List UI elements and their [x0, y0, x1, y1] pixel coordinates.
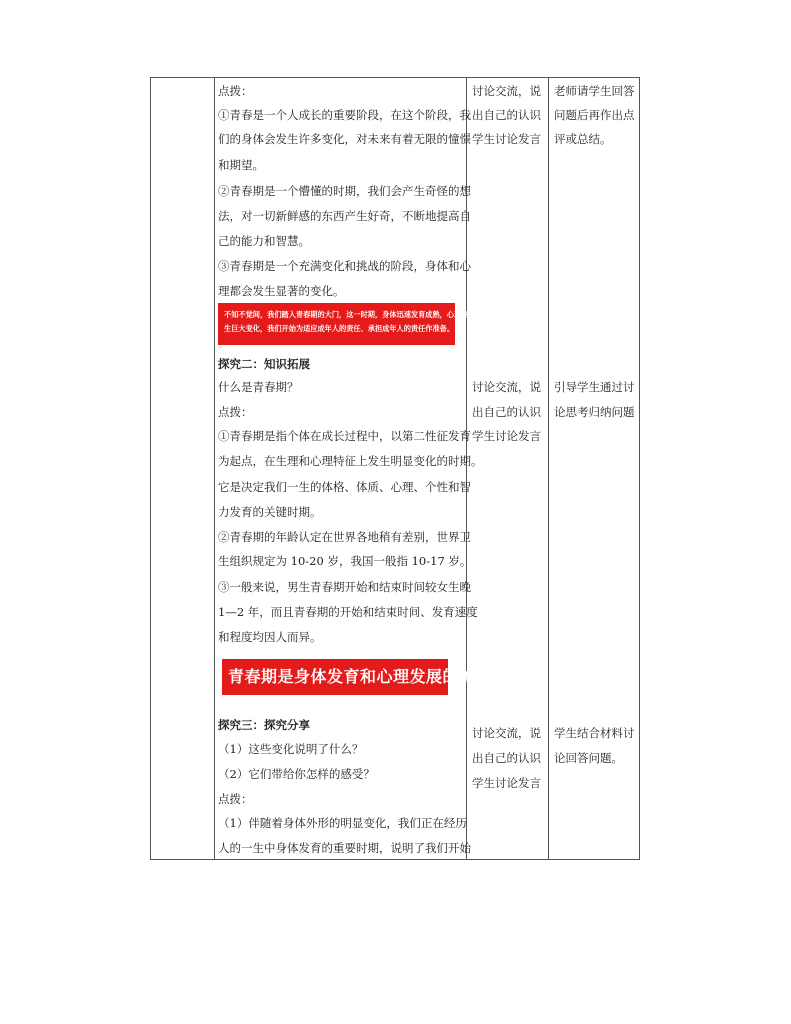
- section3-teacher-line1: 学生结合材料讨: [554, 726, 635, 740]
- section1-teacher-line3: 评或总结。: [554, 132, 612, 146]
- section3-point1-line1: （1）伴随着身体外形的明显变化，我们正在经历: [218, 816, 467, 830]
- section2-point2-line1: ②青春期的年龄认定在世界各地稍有差别，世界卫: [218, 530, 471, 544]
- section2-label: 点拨：: [218, 405, 253, 419]
- section3-activity-line2: 出自己的认识: [472, 751, 541, 765]
- section1-banner: [218, 303, 469, 345]
- section1-activity-line1: 讨论交流，说: [472, 84, 541, 98]
- section3-label: 点拨：: [218, 792, 253, 806]
- section2-point1-line3: 它是决定我们一生的体格、体质、心理、个性和智: [218, 480, 471, 494]
- section1-banner-line2: 生巨大变化，我们开始为适应成年人的责任、承担成年人的责任作准备。: [224, 324, 455, 333]
- section2-activity-line3: 学生讨论发言: [472, 429, 541, 443]
- section2-question: 什么是青春期？: [218, 380, 299, 394]
- column-divider: [214, 78, 215, 859]
- section2-banner: 青春期是身体发育和心理发展的加速期。: [222, 659, 448, 695]
- section1-activity-line3: 学生讨论发言: [472, 132, 541, 146]
- section1-activity-line2: 出自己的认识: [472, 108, 541, 122]
- section1-point2-line2: 法，对一切新鲜感的东西产生好奇，不断地提高自: [218, 209, 471, 223]
- section1-point1-line1: ①青春是一个人成长的重要阶段，在这个阶段，我: [218, 108, 471, 122]
- section2-point2-line2: 生组织规定为 10-20 岁，我国一般指 10-17 岁。: [218, 554, 472, 568]
- section1-banner-line1: 不知不觉间，我们踏入青春期的大门，这一时期，身体迅速发育成熟，心理发: [224, 310, 469, 319]
- section3-teacher-line2: 论回答问题。: [554, 751, 623, 765]
- section1-point1-line2: 们的身体会发生许多变化，对未来有着无限的憧憬: [218, 132, 471, 146]
- section2-teacher-line1: 引导学生通过讨: [554, 380, 635, 394]
- section2-point1-line4: 力发育的关键时期。: [218, 505, 322, 519]
- section3-question2: （2）它们带给你怎样的感受？: [218, 767, 375, 781]
- section1-point2-line3: 己的能力和智慧。: [218, 234, 310, 248]
- section3-question1: （1）这些变化说明了什么？: [218, 742, 364, 756]
- section1-point3-line1: ③青春期是一个充满变化和挑战的阶段，身体和心: [218, 259, 471, 273]
- section2-activity-line2: 出自己的认识: [472, 405, 541, 419]
- section2-point3-line1: ③一般来说，男生青春期开始和结束时间较女生晚: [218, 580, 471, 594]
- section1-label: 点拨：: [218, 84, 253, 98]
- section2-heading: 探究二：知识拓展: [218, 357, 310, 371]
- section1-point3-line2: 理都会发生显著的变化。: [218, 284, 345, 298]
- section3-point1-line2: 人的一生中身体发育的重要时期，说明了我们开始: [218, 841, 471, 855]
- section2-point3-line2: 1—2 年，而且青春期的开始和结束时间、发育速度: [218, 605, 478, 619]
- section2-point1-line2: 为起点，在生理和心理特征上发生明显变化的时期。: [218, 454, 483, 468]
- section2-activity-line1: 讨论交流，说: [472, 380, 541, 394]
- section1-point2-line1: ②青春期是一个懵懂的时期，我们会产生奇怪的想: [218, 184, 471, 198]
- column-divider: [548, 78, 549, 859]
- section2-point3-line3: 和程度均因人而异。: [218, 630, 322, 644]
- section2-teacher-line2: 论思考归纳问题: [554, 405, 635, 419]
- section1-teacher-line1: 老师请学生回答: [554, 84, 635, 98]
- section1-teacher-line2: 问题后再作出点: [554, 108, 635, 122]
- section2-point1-line1: ①青春期是指个体在成长过程中，以第二性征发育: [218, 429, 471, 443]
- section3-heading: 探究三：探究分享: [218, 718, 310, 732]
- section1-point1-line3: 和期望。: [218, 158, 264, 172]
- section3-activity-line1: 讨论交流，说: [472, 726, 541, 740]
- section3-activity-line3: 学生讨论发言: [472, 776, 541, 790]
